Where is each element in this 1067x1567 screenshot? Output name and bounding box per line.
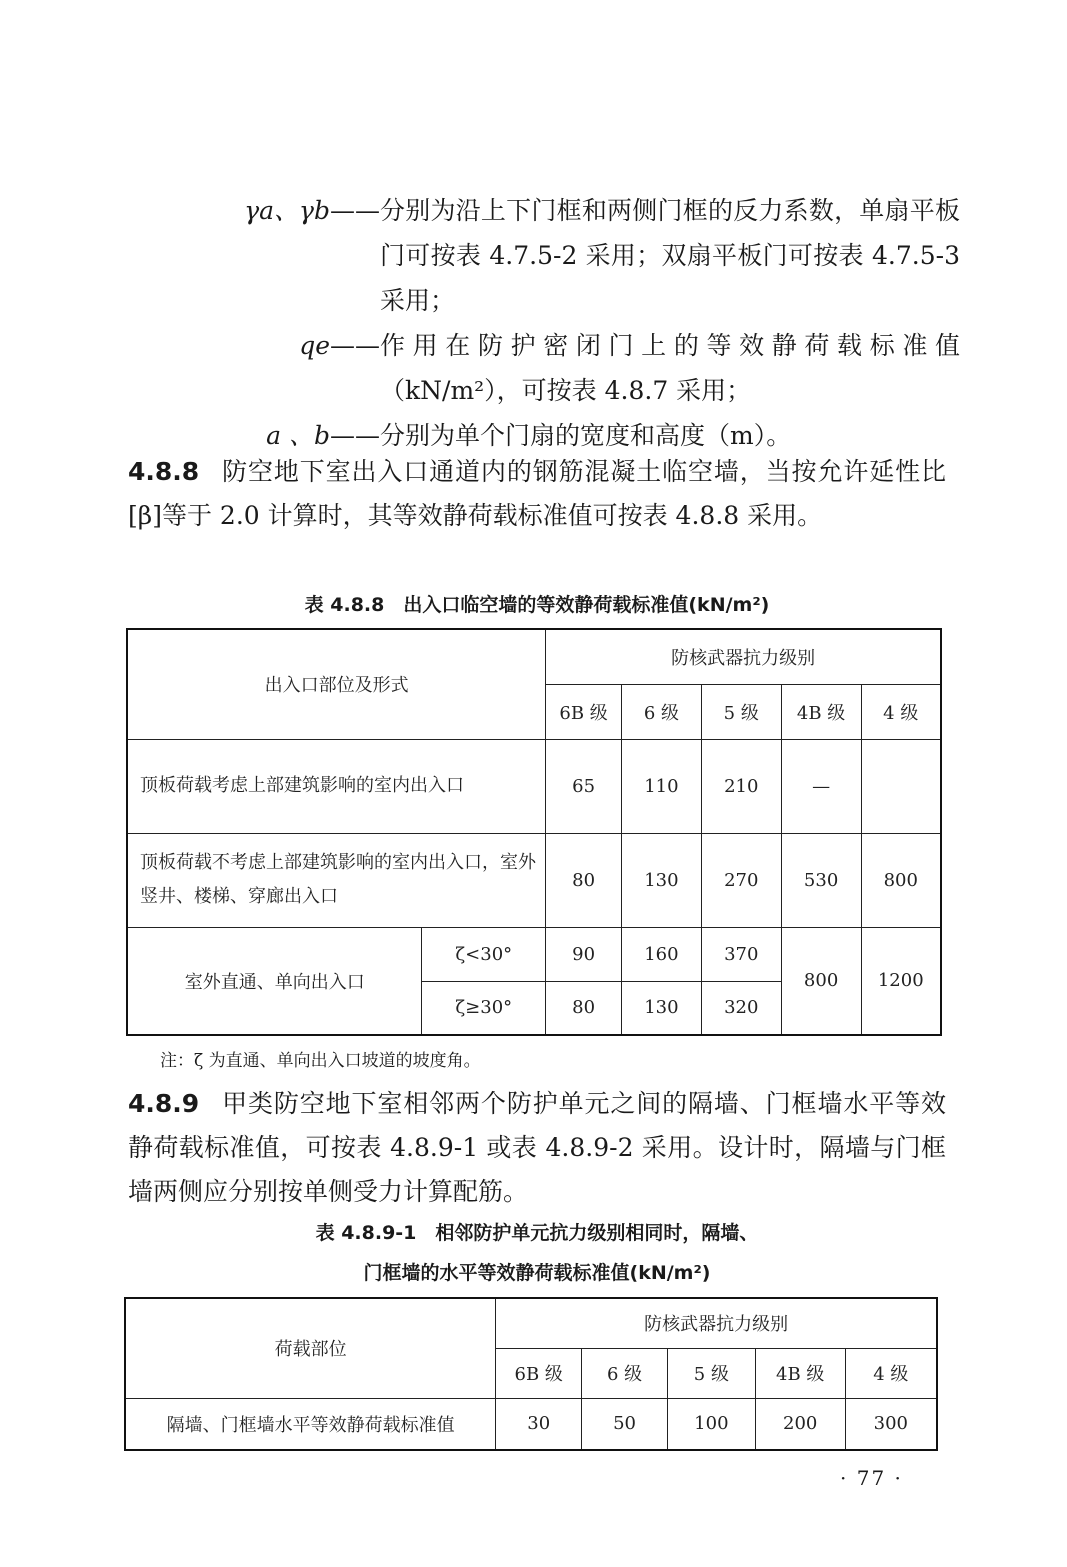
definition-text: 分别为单个门扇的宽度和高度（m）。 — [380, 421, 792, 450]
table-cell: 270 — [701, 833, 781, 927]
header-level: 6 级 — [582, 1348, 668, 1398]
table-cell: 100 — [667, 1398, 755, 1450]
header-level: 6 级 — [622, 684, 702, 739]
table-cell: 30 — [496, 1398, 582, 1450]
table-cell: 300 — [845, 1398, 937, 1450]
header-level: 6B 级 — [546, 684, 622, 739]
header-level: 5 级 — [701, 684, 781, 739]
definition-symbol: qe — [299, 331, 330, 360]
header-resistance-level: 防核武器抗力级别 — [496, 1298, 937, 1348]
table-cell: 90 — [546, 927, 622, 981]
table-cell — [861, 739, 941, 833]
table-row — [127, 739, 941, 833]
table-4-8-9-1-caption-line2: 门框墙的水平等效静荷载标准值(kN/m²) — [363, 1262, 711, 1284]
table-cell: 800 — [861, 833, 941, 927]
header-level: 6B 级 — [496, 1348, 582, 1398]
table-4-8-9-1 — [124, 1297, 938, 1451]
table-row — [127, 927, 941, 981]
definition-dash: —— — [330, 421, 380, 450]
definition-text: 分别为沿上下门框和两侧门框的反力系数，单扇平板门可按表 4.7.5-2 采用；双扇平板门可按表 4.7.5-3 采用； — [380, 196, 960, 315]
definition-dash: —— — [330, 196, 380, 225]
table-cell: 130 — [622, 833, 702, 927]
table-row — [127, 833, 941, 927]
header-level: 5 级 — [667, 1348, 755, 1398]
table-cell: 370 — [701, 927, 781, 981]
page-number: · 77 · — [840, 1466, 903, 1490]
table-cell: 800 — [781, 927, 861, 1035]
header-level: 4B 级 — [755, 1348, 845, 1398]
table-cell: 110 — [622, 739, 702, 833]
slope-condition: ζ<30° — [422, 927, 546, 981]
table-row — [125, 1398, 937, 1450]
table-4-8-8-caption: 表 4.8.8 出入口临空墙的等效静荷载标准值(kN/m²) — [304, 594, 770, 616]
table-cell: 130 — [622, 981, 702, 1035]
table-cell: — — [781, 739, 861, 833]
section-number: 4.8.8 — [128, 457, 200, 486]
section-4-8-8 — [128, 450, 946, 538]
definition-symbol: a 、b — [266, 421, 330, 450]
definition-gamma — [200, 188, 960, 323]
table-4-8-9-1-caption-line1: 表 4.8.9-1 相邻防护单元抗力级别相同时，隔墙、 — [315, 1222, 759, 1244]
section-number: 4.8.9 — [128, 1089, 200, 1118]
header-level: 4 级 — [845, 1348, 937, 1398]
table-cell: 80 — [546, 981, 622, 1035]
row-label: 顶板荷载不考虑上部建筑影响的室内出入口，室外竖井、楼梯、穿廊出入口 — [127, 833, 546, 927]
section-4-8-9 — [128, 1082, 946, 1214]
symbol-definitions — [200, 188, 960, 458]
row-label: 室外直通、单向出入口 — [127, 927, 422, 1035]
definition-text: 作用在防护密闭门上的等效静荷载标准值（kN/m²），可按表 4.8.7 采用； — [380, 331, 960, 405]
section-text: 防空地下室出入口通道内的钢筋混凝土临空墙，当按允许延性比[β]等于 2.0 计算时，其等效静荷载标准值可按表 4.8.8 采用。 — [128, 457, 946, 530]
header-load-location: 荷载部位 — [125, 1298, 496, 1398]
slope-condition: ζ≥30° — [422, 981, 546, 1035]
table-cell: 65 — [546, 739, 622, 833]
header-level: 4B 级 — [781, 684, 861, 739]
section-text: 甲类防空地下室相邻两个防护单元之间的隔墙、门框墙水平等效静荷载标准值，可按表 4.8.9-1 或表 4.8.9-2 采用。设计时，隔墙与门框墙两侧应分别按单侧受力计算配筋。 — [128, 1089, 946, 1206]
header-level: 4 级 — [861, 684, 941, 739]
definition-dash: —— — [330, 331, 380, 360]
table-cell: 160 — [622, 927, 702, 981]
table-note: 注：ζ 为直通、单向出入口坡道的坡度角。 — [160, 1051, 481, 1071]
table-cell: 530 — [781, 833, 861, 927]
definition-qe — [200, 323, 960, 413]
table-cell: 320 — [701, 981, 781, 1035]
table-cell: 210 — [701, 739, 781, 833]
table-cell: 1200 — [861, 927, 941, 1035]
table-4-8-8 — [126, 628, 942, 1036]
definition-symbol: γa、γb — [244, 196, 330, 225]
row-label: 隔墙、门框墙水平等效静荷载标准值 — [125, 1398, 496, 1450]
header-entrance-type: 出入口部位及形式 — [127, 629, 546, 739]
row-label: 顶板荷载考虑上部建筑影响的室内出入口 — [127, 739, 546, 833]
table-cell: 200 — [755, 1398, 845, 1450]
header-resistance-level: 防核武器抗力级别 — [546, 629, 941, 684]
table-cell: 50 — [582, 1398, 668, 1450]
table-cell: 80 — [546, 833, 622, 927]
